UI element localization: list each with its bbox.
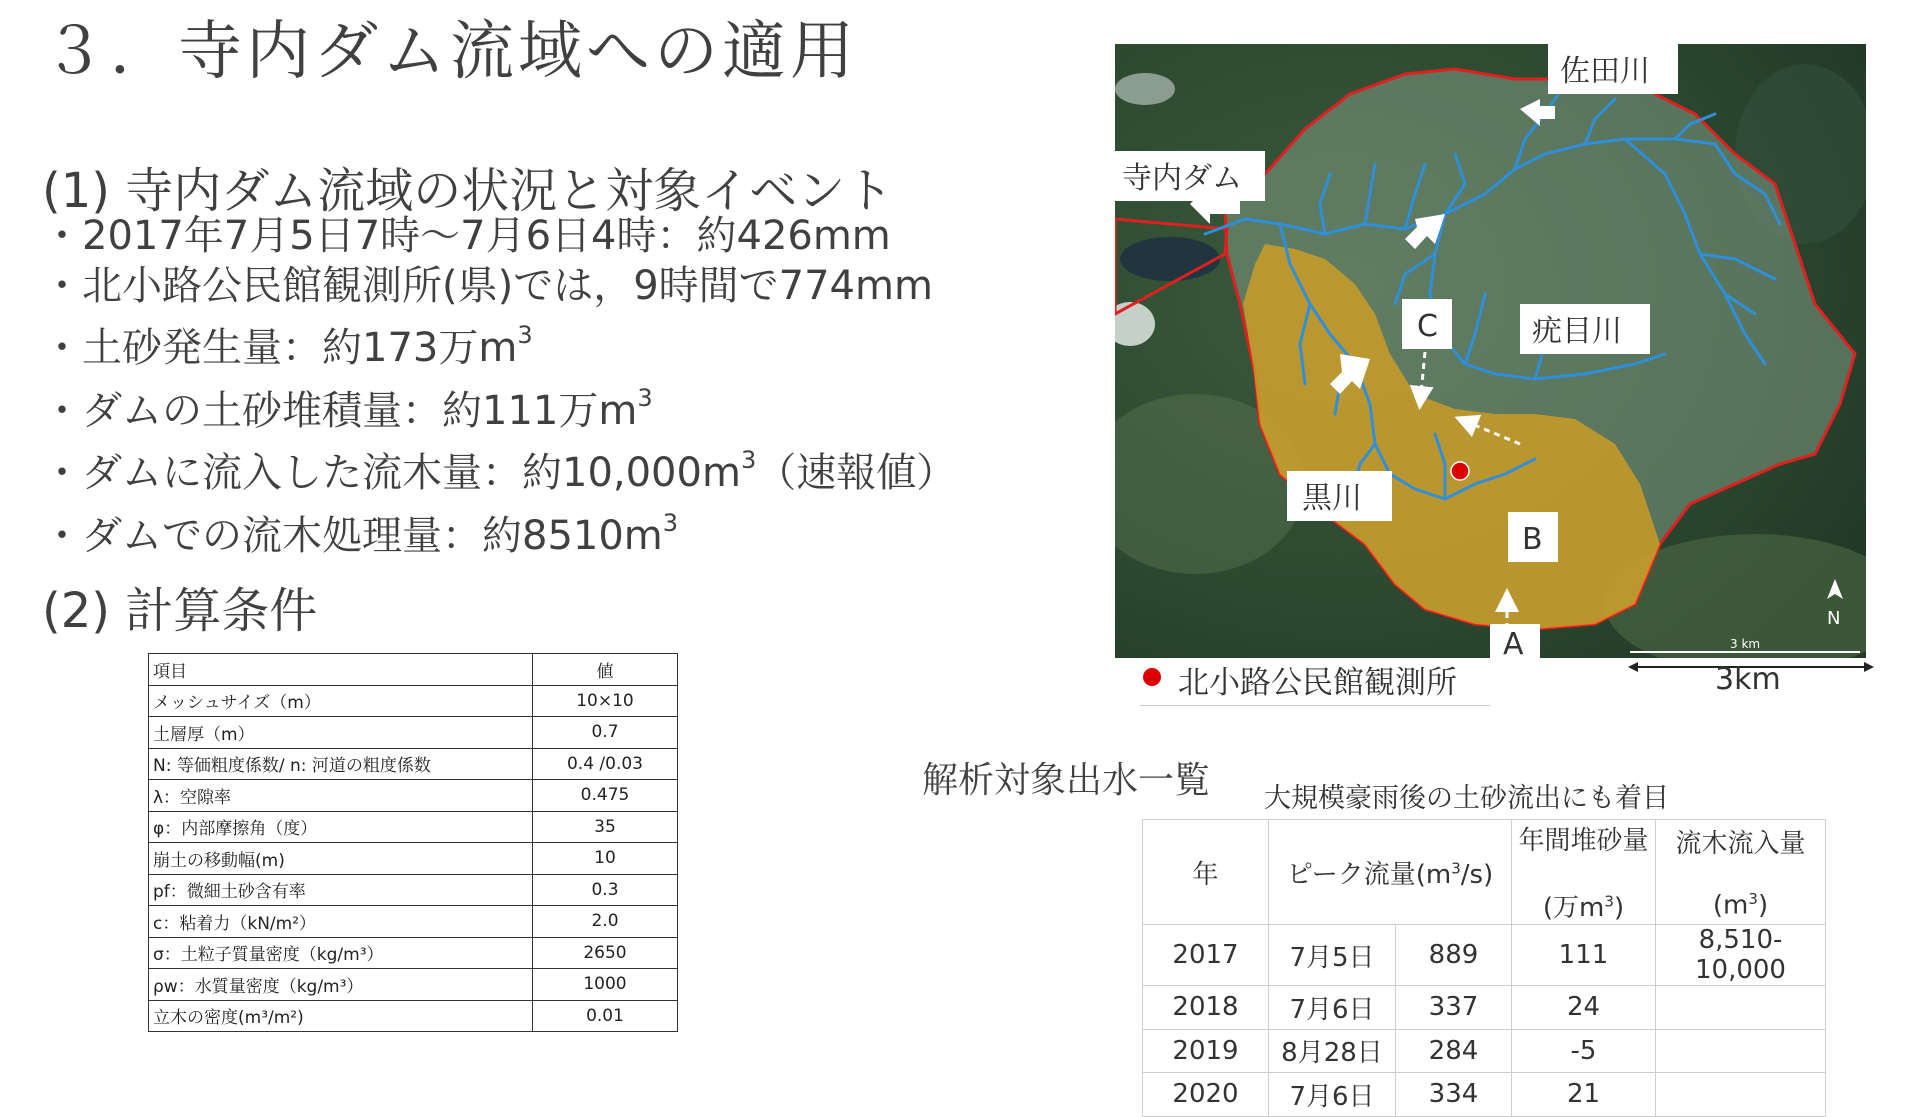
table-row	[149, 843, 678, 875]
higanme-river-label: 疣目川	[1532, 314, 1622, 349]
param-value: 0.01	[533, 1000, 678, 1032]
cell-date: 7月6日	[1269, 986, 1396, 1030]
page-title: ３．寺内ダム流域への適用	[42, 15, 858, 89]
cell-date: 7月6日	[1269, 1073, 1396, 1117]
table-row	[149, 685, 678, 717]
cell-peak: 334	[1396, 1073, 1512, 1117]
col-header-wood: 流木流入量 $(m^3)$	[1656, 820, 1826, 925]
scale-arrowhead-right	[1864, 662, 1874, 672]
param-value: 2650	[533, 937, 678, 969]
event-bullet-list	[42, 212, 956, 561]
cell-sediment: 24	[1512, 986, 1656, 1030]
cell-wood	[1656, 1073, 1826, 1117]
param-name: ρw：水質量密度（kg/m³）	[149, 969, 533, 1001]
param-value: 35	[533, 811, 678, 843]
param-name: φ：内部摩擦角（度）	[149, 811, 533, 843]
param-name: 崩土の移動幅(m)	[149, 843, 533, 875]
param-value: 0.7	[533, 717, 678, 749]
table-row	[149, 969, 678, 1001]
param-name: メッシュサイズ（m）	[149, 685, 533, 717]
col-header-sediment: 年間堆砂量 (万$m^3$)	[1512, 820, 1656, 925]
scale-label: 3km	[1715, 662, 1781, 697]
watershed-map	[1115, 44, 1866, 658]
col-header-year: 年	[1143, 820, 1269, 925]
param-value: 0.475	[533, 780, 678, 812]
legend-label: 北小路公民館観測所	[1178, 665, 1457, 701]
param-value: 0.3	[533, 874, 678, 906]
table-row	[1143, 986, 1826, 1030]
table-header-row	[1143, 820, 1826, 925]
table-row	[1143, 1073, 1826, 1117]
cell-sediment: 111	[1512, 925, 1656, 986]
param-name: 立木の密度(m³/m²)	[149, 1000, 533, 1032]
bullet-sediment-production: ・土砂発生量：約173万$m^3$	[42, 321, 533, 371]
param-value: 10	[533, 843, 678, 875]
bullet-rainfall: ・2017年7月5日7時～7月6日4時：約426mm	[42, 213, 891, 259]
observatory-legend-icon	[1143, 668, 1161, 686]
scale-arrowhead-left	[1628, 662, 1638, 672]
kuro-river-label: 黒川	[1302, 481, 1362, 516]
col-header-peak: ピーク流量$(m^3/s)$	[1269, 820, 1512, 925]
bullet-driftwood-treatment: ・ダムでの流木処理量：約$8510m^3$	[42, 508, 679, 559]
col-header-item: 項目	[149, 654, 533, 686]
table-row	[149, 874, 678, 906]
cell-sediment: -5	[1512, 1029, 1656, 1073]
param-value: 1000	[533, 969, 678, 1001]
cell-date: 7月5日	[1269, 925, 1396, 986]
scale-label-small: 3 km	[1730, 637, 1761, 651]
cell-year: 2018	[1143, 986, 1269, 1030]
section2-heading: (2) 計算条件	[42, 583, 318, 639]
cell-peak: 337	[1396, 986, 1512, 1030]
bullet-dam-sediment: ・ダムの土砂堆積量：約111万$m^3$	[42, 383, 653, 434]
param-name: λ：空隙率	[149, 780, 533, 812]
point-a-label: A	[1503, 627, 1524, 658]
events-note: 大規模豪雨後の土砂流出にも着目	[1264, 783, 1669, 814]
table-row	[1143, 1029, 1826, 1073]
bullet-observatory-rain: ・北小路公民館観測所(県)では，9時間で774mm	[42, 262, 933, 309]
cell-peak: 889	[1396, 925, 1512, 986]
cell-wood	[1656, 986, 1826, 1030]
north-label: N	[1827, 608, 1841, 629]
param-value: 2.0	[533, 906, 678, 938]
cell-year: 2020	[1143, 1073, 1269, 1117]
cell-year: 2017	[1143, 925, 1269, 986]
sada-river-label: 佐田川	[1560, 54, 1650, 89]
table-row	[149, 937, 678, 969]
param-name: σ：土粒子質量密度（kg/m³）	[149, 937, 533, 969]
cell-sediment: 21	[1512, 1073, 1656, 1117]
param-value: 10×10	[533, 685, 678, 717]
param-name: pf：微細土砂含有率	[149, 874, 533, 906]
param-value: 0.4 /0.03	[533, 748, 678, 780]
observatory-marker	[1451, 462, 1469, 480]
map-legend	[1140, 657, 1490, 706]
param-name: c：粘着力（kN/m²）	[149, 906, 533, 938]
cell-date: 8月28日	[1269, 1029, 1396, 1073]
table-row	[149, 780, 678, 812]
events-heading: 解析対象出水一覧	[922, 760, 1211, 801]
table-row	[149, 748, 678, 780]
point-c-label: C	[1417, 309, 1438, 344]
bullet-driftwood-inflow: ・ダムに流入した流木量：約$10,000m^3$（速報値）	[42, 446, 957, 496]
events-table	[1142, 819, 1826, 1117]
calc-conditions-table	[148, 653, 678, 1032]
reservoir	[1120, 237, 1220, 281]
table-row	[149, 1000, 678, 1032]
section1-heading: (1) 寺内ダム流域の状況と対象イベント	[42, 163, 894, 219]
cell-peak: 284	[1396, 1029, 1512, 1073]
cell-wood: 8,510-10,000	[1656, 925, 1826, 986]
table-header-row	[149, 654, 678, 686]
cell-wood	[1656, 1029, 1826, 1073]
cell-year: 2019	[1143, 1029, 1269, 1073]
col-header-value: 値	[533, 654, 678, 686]
point-b-label: B	[1522, 522, 1543, 557]
table-row	[149, 717, 678, 749]
table-row	[149, 811, 678, 843]
param-name: 土層厚（m）	[149, 717, 533, 749]
cloud	[1115, 73, 1175, 105]
table-row	[1143, 925, 1826, 986]
dam-label: 寺内ダム	[1122, 161, 1242, 196]
table-row	[149, 906, 678, 938]
param-name: N: 等価粗度係数/ n: 河道の粗度係数	[149, 748, 533, 780]
